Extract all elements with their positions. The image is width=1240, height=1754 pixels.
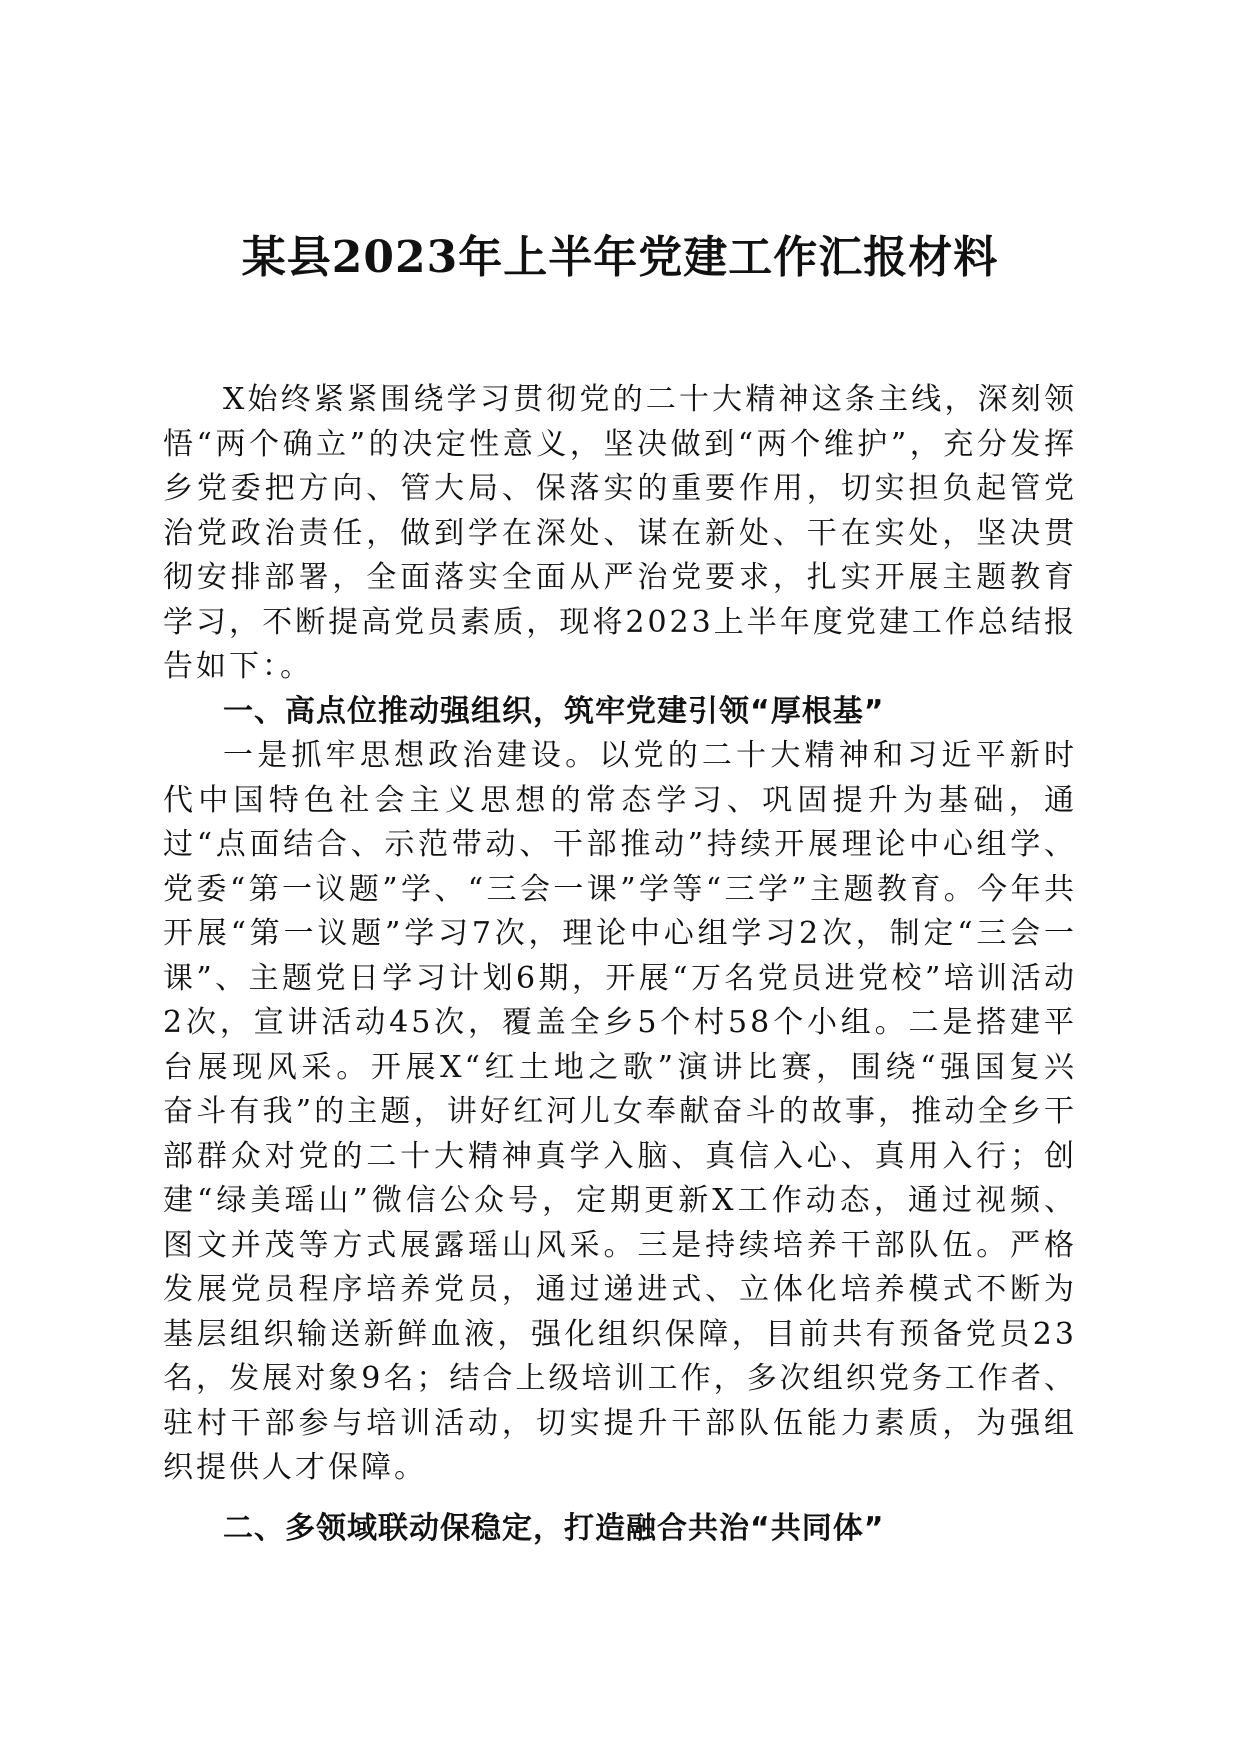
intro-paragraph: X始终紧紧围绕学习贯彻党的二十大精神这条主线，深刻领悟“两个确立”的决定性意义，坚决做到“两个维护”，充分发挥乡党委把方向、管大局、保落实的重要作用，切实担负起管党治党政治责任，做到学在深处、谋在新处、干在实处，坚决贯彻安排部署，全面落实全面从严治党要求，扎实开展主题教育学习，不断提高党员素质，现将2023上半年度党建工作总结报告如下：。: [163, 382, 1077, 684]
document-body: [163, 378, 1077, 1551]
section-1-paragraph: 一是抓牢思想政治建设。以党的二十大精神和习近平新时代中国特色社会主义思想的常态学习、巩固提升为基础，通过“点面结合、示范带动、干部推动”持续开展理论中心组学、党委“第一议题”学、“三会一课”学等“三学”主题教育。今年共开展“第一议题”学习7次，理论中心组学习2次，制定“三会一课”、主题党日学习计划6期，开展“万名党员进党校”培训活动2次，宣讲活动45次，覆盖全乡5个村58个小组。二是搭建平台展现风采。开展X“红土地之歌”演讲比赛，围绕“强国复兴 奋斗有我”的主题，讲好红河儿女奉献奋斗的故事，推动全乡干部群众对党的二十大精神真学入脑、真信入心、真用入行；创建“绿美瑶山”微信公众号，定期更新X工作动态，通过视频、图文并茂等方式展露瑶山风采。三是持续培养干部队伍。严格发展党员程序培养党员，通过递进式、立体化培养模式不断为基层组织输送新鲜血液，强化组织保障，目前共有预备党员23名，发展对象9名；结合上级培训工作，多次组织党务工作者、驻村干部参与培训活动，切实提升干部队伍能力素质，为强组织提供人才保障。: [163, 738, 1077, 1485]
section-1-heading: 一、高点位推动强组织，筑牢党建引领“厚根基”: [223, 693, 885, 729]
document-title: 某县2023年上半年党建工作汇报材料: [241, 232, 999, 283]
section-2-heading: 二、多领域联动保稳定，打造融合共治“共同体”: [223, 1510, 885, 1546]
